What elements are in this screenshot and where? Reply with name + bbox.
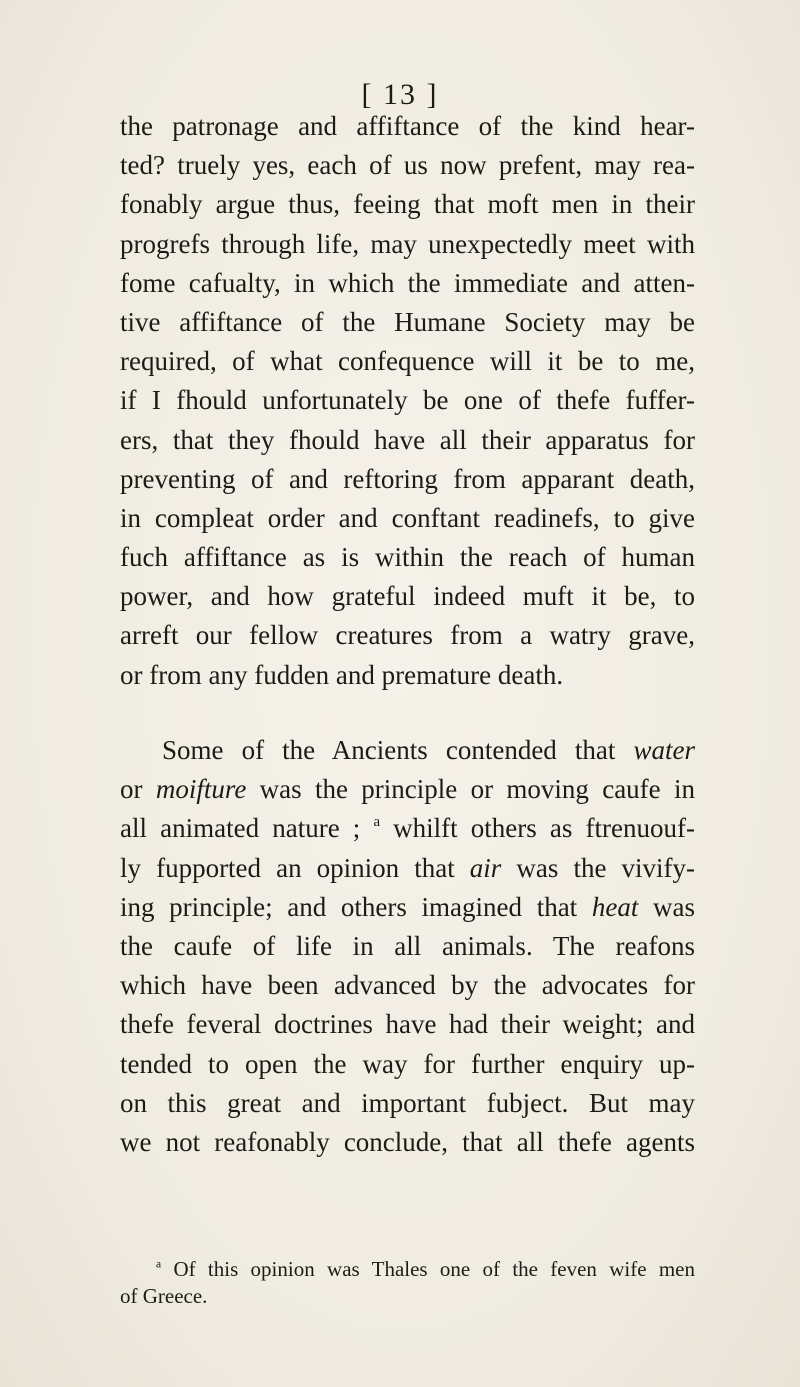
italic-term: water	[633, 735, 695, 765]
text-line: we not reafonably conclude, that all thefe agents	[120, 1126, 695, 1157]
text-run: all animated nature ;	[120, 813, 374, 844]
text-line: if I fhould unfortunately be one of thefe fuffer-	[120, 385, 695, 416]
text-line: the patronage and affiftance of the kind hear-	[120, 111, 695, 141]
text-run: was	[638, 891, 695, 922]
footnote-reference: a	[373, 814, 381, 831]
text-line	[120, 770, 695, 809]
footnote-line: of Greece.	[120, 1284, 208, 1308]
text-line: or from any fudden and premature death.	[120, 659, 564, 690]
text-line: on this great and important fubject. But may	[120, 1087, 695, 1118]
text-line	[120, 731, 695, 770]
text-line: the caufe of life in all animals. The reafons	[120, 930, 695, 961]
text-line: progrefs through life, may unexpectedly meet with	[120, 228, 695, 259]
italic-term: heat	[591, 891, 639, 922]
text-line: required, of what confequence will it be to me,	[120, 346, 695, 377]
text-run: ly fupported an opinion that	[120, 852, 470, 883]
italic-term: moifture	[155, 774, 247, 805]
text-line: tended to open the way for further enquiry up-	[120, 1048, 695, 1079]
text-line	[120, 849, 695, 888]
text-run: or	[120, 774, 156, 805]
text-run: whilft others as ftrenuouf-	[380, 813, 696, 844]
italic-term: air	[469, 852, 502, 883]
paragraph-2	[120, 731, 695, 1162]
text-line: thefe feveral doctrines have had their weight; and	[120, 1009, 695, 1040]
text-line	[120, 888, 695, 927]
footnote-line	[120, 1256, 695, 1283]
text-line: fome cafualty, in which the immediate and atten-	[120, 267, 695, 298]
text-line: which have been advanced by the advocates for	[120, 970, 695, 1001]
paragraph-1	[120, 107, 695, 695]
text-run: Of this opinion was Thales one of the feven wife men	[161, 1257, 695, 1281]
text-line: fuch affiftance as is within the reach of human	[120, 542, 695, 573]
text-run: Some of the Ancients contended that	[162, 735, 634, 765]
footnote	[120, 1256, 695, 1310]
text-line: preventing of and reftoring from apparant death,	[120, 463, 695, 494]
text-line: ted? truely yes, each of us now prefent, may rea-	[120, 150, 695, 181]
text-line: in compleat order and conftant readinefs, to give	[120, 502, 695, 533]
text-run: was the principle or moving caufe in	[246, 774, 695, 805]
page-number: [ 13 ]	[361, 78, 439, 111]
text-run: was the vivify-	[501, 852, 695, 883]
text-line: ers, that they fhould have all their apparatus for	[120, 424, 695, 455]
text-line: arreft our fellow creatures from a watry grave,	[120, 620, 695, 651]
text-line	[120, 809, 695, 848]
footnote-marker: a	[156, 1258, 162, 1271]
text-line: power, and how grateful indeed muft it be, to	[120, 581, 695, 612]
text-line: tive affiftance of the Humane Society may be	[120, 306, 695, 337]
text-run: ing principle; and others imagined that	[120, 891, 592, 922]
text-line: fonably argue thus, feeing that moft men in their	[120, 189, 695, 220]
